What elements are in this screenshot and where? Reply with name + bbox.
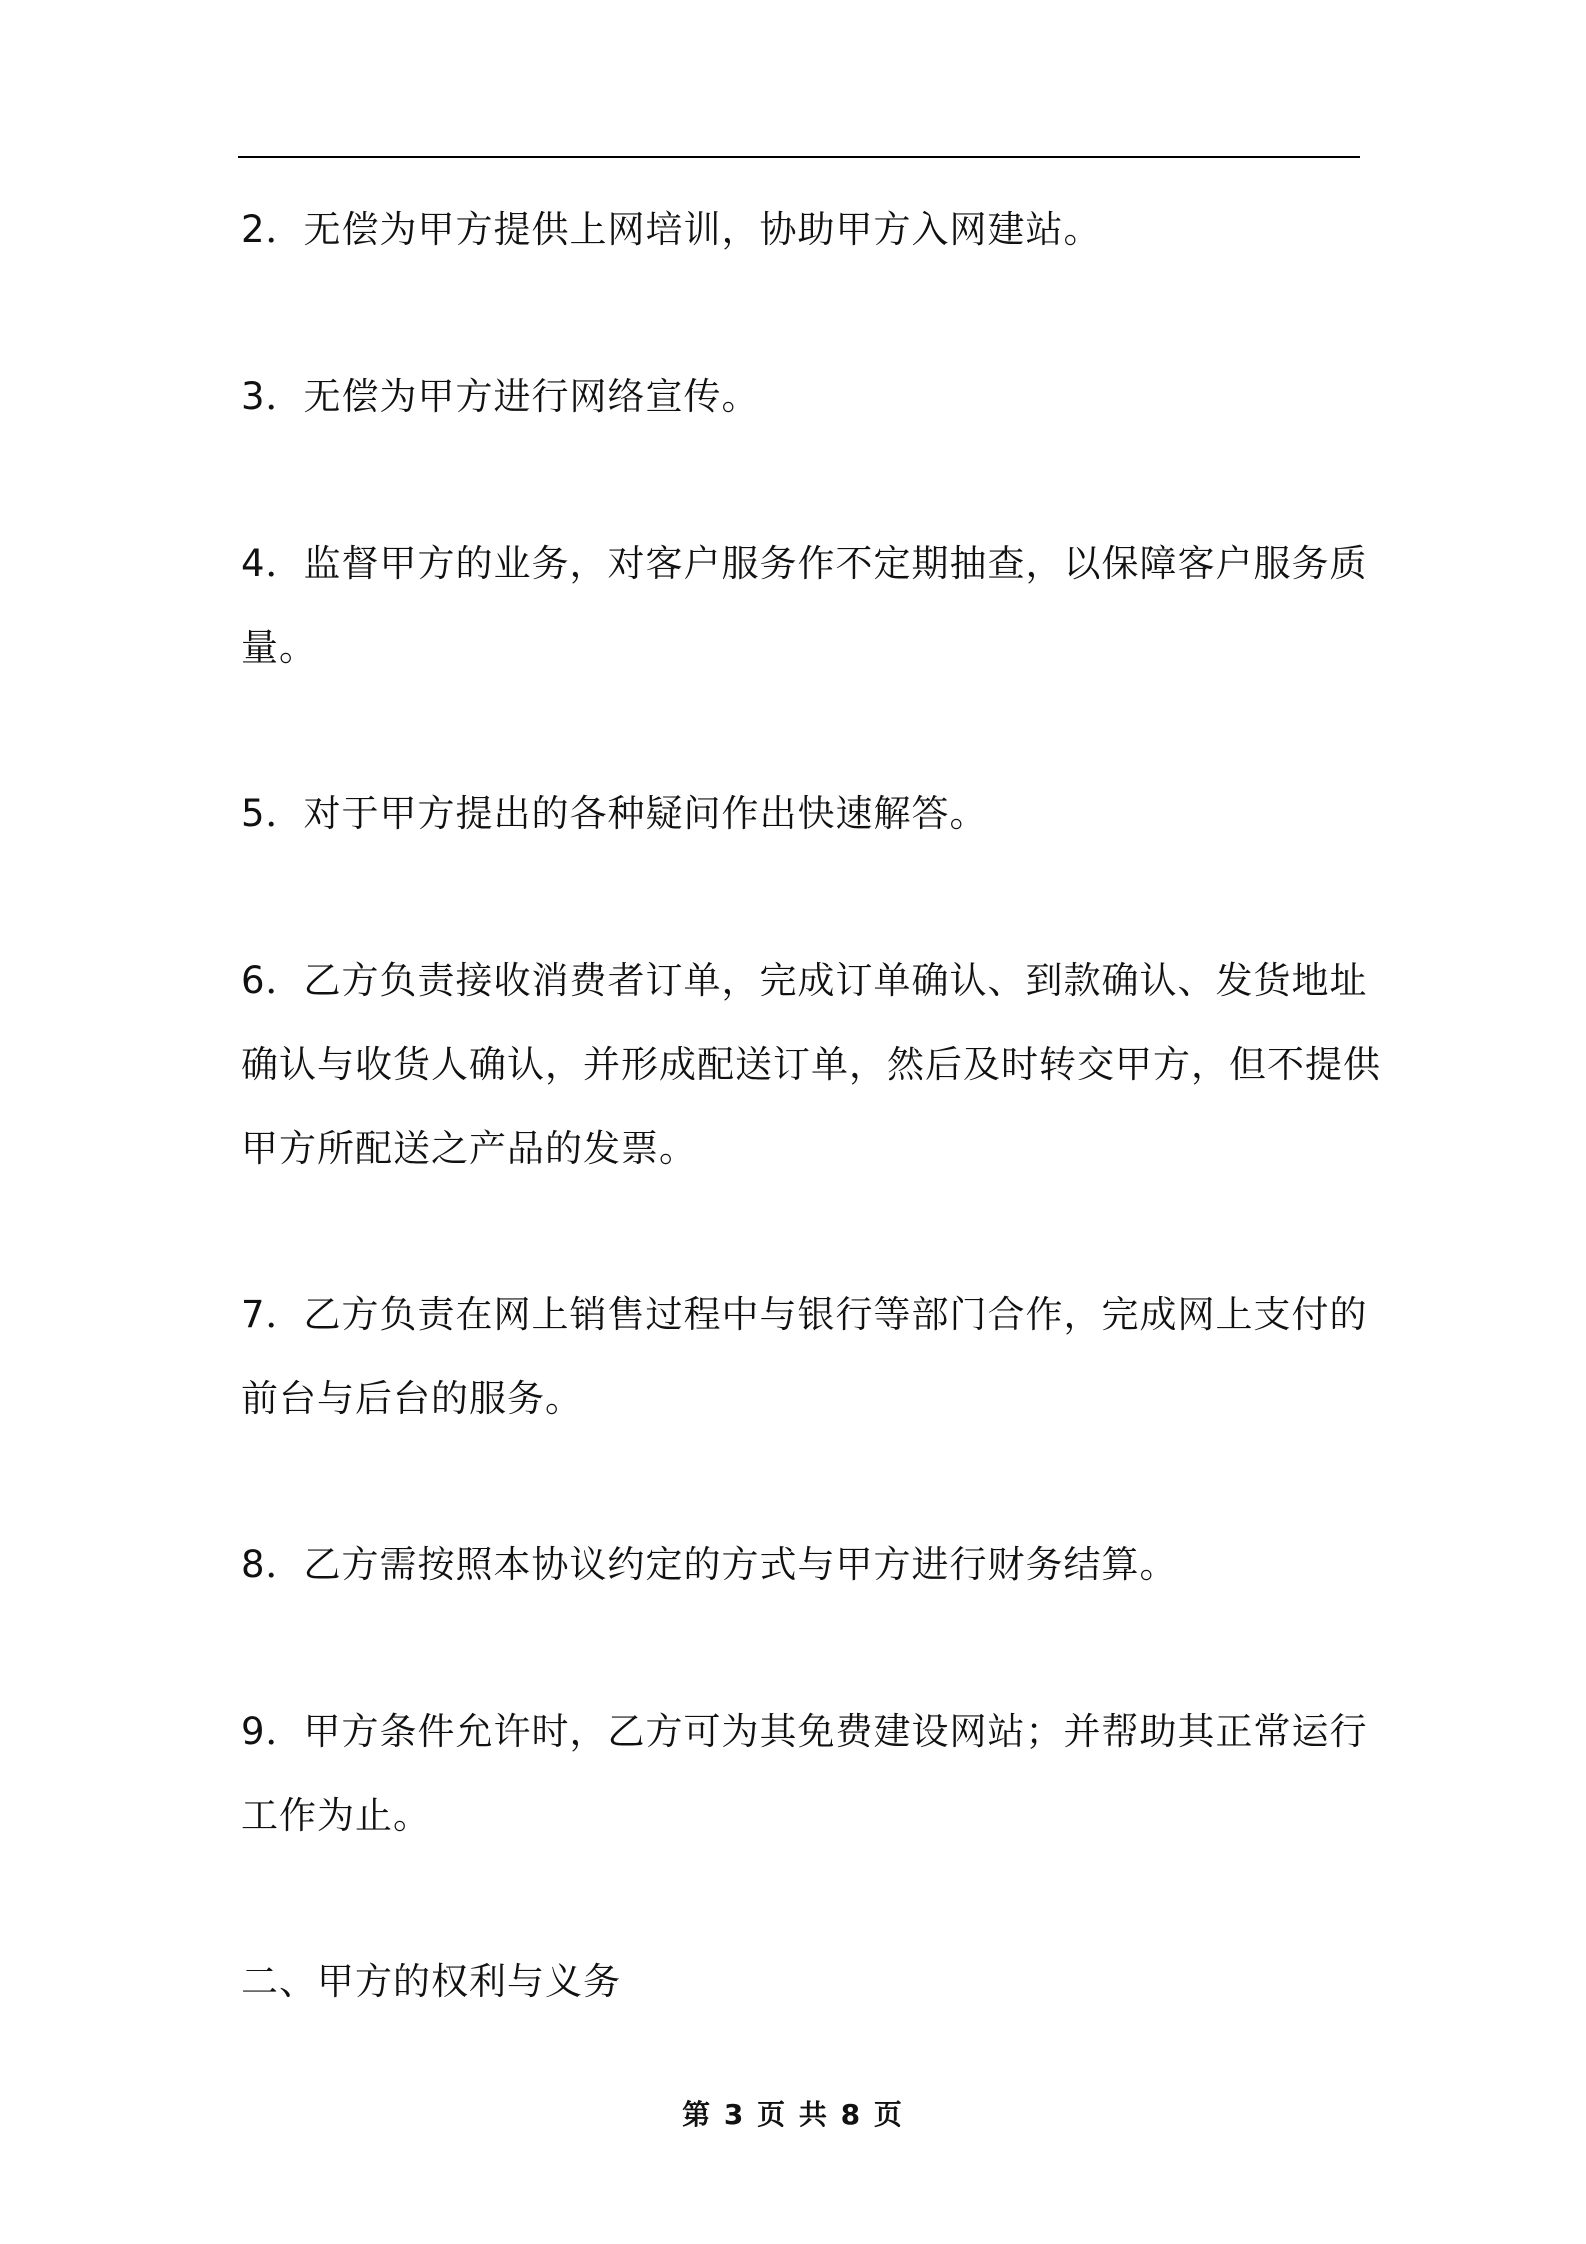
text-line: 4．监督甲方的业务，对客户服务作不定期抽查，以保障客户服务质 [241, 542, 1368, 585]
text-line: 6．乙方负责接收消费者订单，完成订单确认、到款确认、发货地址 [241, 959, 1368, 1002]
section-heading: 二、甲方的权利与义务 [241, 1960, 621, 2003]
text-line: 3．无偿为甲方进行网络宣传。 [241, 375, 760, 418]
text-line: 5．对于甲方提出的各种疑问作出快速解答。 [241, 792, 988, 835]
text-line: 确认与收货人确认，并形成配送订单，然后及时转交甲方，但不提供 [241, 1043, 1381, 1086]
text-line: 前台与后台的服务。 [241, 1377, 583, 1420]
list-item [241, 772, 1366, 856]
text-line: 7．乙方负责在网上销售过程中与银行等部门合作，完成网上支付的 [241, 1293, 1368, 1336]
list-item [241, 1273, 1366, 1441]
page-number: 第 3 页 共 8 页 [682, 2098, 904, 2131]
list-item [241, 522, 1366, 690]
text-line: 9．甲方条件允许时，乙方可为其免费建设网站；并帮助其正常运行 [241, 1710, 1368, 1753]
text-line: 8．乙方需按照本协议约定的方式与甲方进行财务结算。 [241, 1543, 1178, 1586]
list-item [241, 1690, 1366, 1858]
header-rule [238, 156, 1360, 158]
text-line: 量。 [241, 626, 317, 669]
text-line: 2．无偿为甲方提供上网培训，协助甲方入网建站。 [241, 208, 1102, 251]
list-item [241, 188, 1366, 272]
text-line: 甲方所配送之产品的发票。 [241, 1127, 697, 1170]
list-item [241, 1523, 1366, 1607]
text-line: 工作为止。 [241, 1794, 431, 1837]
list-item [241, 939, 1381, 1191]
list-item [241, 355, 1366, 439]
